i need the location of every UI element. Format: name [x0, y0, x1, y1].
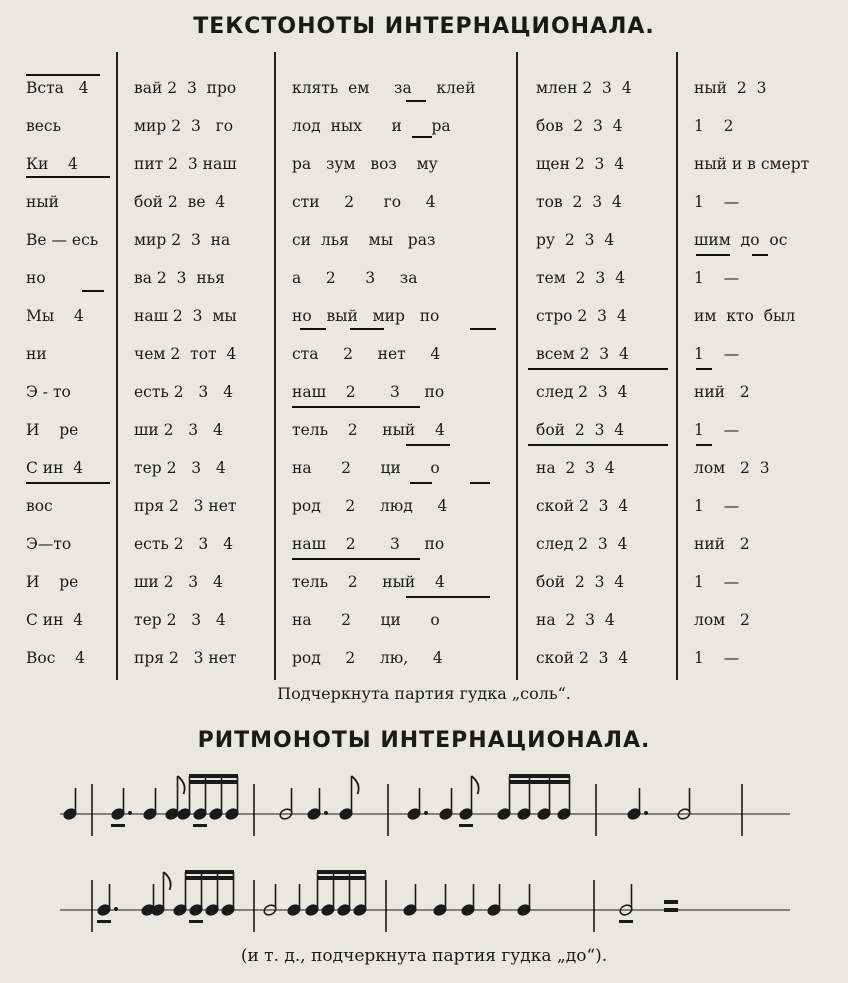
table-cell: мир 2 3 го — [134, 117, 234, 135]
note-dot — [424, 811, 428, 815]
table-cell: 1 — — [694, 649, 740, 667]
underline-mark — [619, 920, 633, 923]
note-dot — [114, 907, 118, 911]
underline-mark — [696, 368, 712, 370]
note-flag — [352, 776, 359, 794]
table-cell: ний 2 — [694, 383, 750, 401]
table-cell: млен 2 3 4 — [536, 79, 632, 97]
note-beam — [317, 876, 366, 880]
table-cell: клять ем за клей — [292, 79, 476, 97]
table-cell: И ре — [26, 421, 79, 439]
table-cell: есть 2 3 4 — [134, 535, 233, 553]
column-divider — [116, 52, 118, 680]
table-cell: вай 2 3 про — [134, 79, 237, 97]
note-beam — [509, 774, 570, 778]
underline-mark — [189, 920, 203, 923]
table-cell: Ки 4 — [26, 155, 78, 173]
table-cell: всем 2 3 4 — [536, 345, 629, 363]
table-cell: чем 2 тот 4 — [134, 345, 237, 363]
table-cell: 1 — — [694, 269, 740, 287]
table-cell: 1 — — [694, 421, 740, 439]
table-cell: на 2 3 4 — [536, 459, 615, 477]
table-cell: сти 2 го 4 — [292, 193, 436, 211]
table-cell: ста 2 нет 4 — [292, 345, 441, 363]
underline-mark — [300, 328, 326, 330]
page-title: ТЕКСТОНОТЫ ИНТЕРНАЦИОНАЛА. — [193, 14, 655, 39]
table-cell: лом 2 — [694, 611, 750, 629]
table-cell: мир 2 3 на — [134, 231, 231, 249]
underline-mark — [82, 290, 104, 292]
table-cell: след 2 3 4 — [536, 383, 628, 401]
underline-mark — [406, 596, 490, 598]
table-cell: ный — [26, 193, 59, 211]
table-cell: тем 2 3 4 — [536, 269, 625, 287]
note-dot — [324, 811, 328, 815]
caption-sol: Подчеркнута партия гудка „соль“. — [277, 684, 571, 703]
underline-mark — [528, 368, 668, 370]
column-divider — [676, 52, 678, 680]
table-cell: а 2 3 за — [292, 269, 418, 287]
table-cell: лом 2 3 — [694, 459, 770, 477]
table-cell: наш 2 3 по — [292, 535, 445, 553]
underline-mark — [412, 136, 432, 138]
underline-mark — [97, 920, 111, 923]
table-cell: 1 — — [694, 497, 740, 515]
table-cell: бов 2 3 4 — [536, 117, 623, 135]
underline-mark — [193, 824, 207, 827]
table-cell: пря 2 3 нет — [134, 497, 237, 515]
table-cell: ва 2 3 нья — [134, 269, 225, 287]
table-cell: бой 2 3 4 — [536, 573, 625, 591]
note-beam — [317, 870, 366, 874]
table-cell: 1 — — [694, 345, 740, 363]
caption-do: (и т. д., подчеркнута партия гудка „до“). — [240, 946, 608, 966]
table-cell: ни — [26, 345, 47, 363]
table-cell: ра зум воз му — [292, 155, 438, 173]
table-cell: тов 2 3 4 — [536, 193, 622, 211]
table-cell: весь — [26, 117, 62, 135]
underline-mark — [459, 824, 473, 827]
table-cell: шим до ос — [694, 231, 788, 249]
table-cell: тель 2 ный 4 — [292, 421, 445, 439]
note-beam — [189, 780, 238, 784]
underline-mark — [696, 444, 712, 446]
table-cell: род 2 люд 4 — [292, 497, 448, 515]
table-cell: ний 2 — [694, 535, 750, 553]
underline-mark — [410, 482, 432, 484]
table-cell: след 2 3 4 — [536, 535, 628, 553]
table-cell: род 2 лю, 4 — [292, 649, 443, 667]
rhythm-notation — [0, 760, 848, 950]
table-cell: но вый мир по — [292, 307, 440, 325]
table-cell: есть 2 3 4 — [134, 383, 233, 401]
table-cell: И ре — [26, 573, 79, 591]
table-cell: но — [26, 269, 46, 287]
table-cell: щен 2 3 4 — [536, 155, 625, 173]
column-divider — [516, 52, 518, 680]
table-cell: на 2 3 4 — [536, 611, 615, 629]
table-cell: 1 — — [694, 193, 740, 211]
underline-mark — [406, 444, 450, 446]
note-dot — [644, 811, 648, 815]
note-dot — [128, 811, 132, 815]
underline-mark — [470, 482, 490, 484]
table-cell: Вос 4 — [26, 649, 85, 667]
underline-mark — [26, 74, 100, 76]
table-cell: Э—то — [26, 535, 72, 553]
table-cell: на 2 ци о — [292, 459, 440, 477]
table-cell: ши 2 3 4 — [134, 421, 223, 439]
note-beam — [185, 876, 234, 880]
column-divider — [274, 52, 276, 680]
table-cell: ской 2 3 4 — [536, 497, 629, 515]
table-cell: Ве — есь — [26, 231, 99, 249]
table-cell: наш 2 3 мы — [134, 307, 237, 325]
note-beam — [509, 780, 570, 784]
table-cell: тель 2 ный 4 — [292, 573, 445, 591]
table-cell: ный и в смерт — [694, 155, 810, 173]
table-cell: си лья мы раз — [292, 231, 436, 249]
rest-mark — [664, 900, 678, 904]
table-cell: пря 2 3 нет — [134, 649, 237, 667]
underline-mark — [470, 328, 496, 330]
table-cell: 1 2 — [694, 117, 734, 135]
table-cell: тер 2 3 4 — [134, 459, 226, 477]
table-cell: бой 2 3 4 — [536, 421, 625, 439]
note-beam — [185, 870, 234, 874]
underline-mark — [111, 824, 125, 827]
table-cell: пит 2 3 наш — [134, 155, 237, 173]
table-cell: лод ных и ра — [292, 117, 451, 135]
note-flag — [178, 776, 185, 794]
table-cell: им кто был — [694, 307, 796, 325]
underline-mark — [350, 328, 384, 330]
rest-mark — [664, 908, 678, 912]
underline-mark — [406, 100, 426, 102]
table-cell: С ин 4 — [26, 459, 84, 477]
underline-mark — [696, 254, 730, 256]
section-title-rhythm: РИТМОНОТЫ ИНТЕРНАЦИОНАЛА. — [197, 728, 651, 753]
note-beam — [189, 774, 238, 778]
table-cell: ный 2 3 — [694, 79, 767, 97]
table-cell: тер 2 3 4 — [134, 611, 226, 629]
table-cell: Мы 4 — [26, 307, 84, 325]
table-cell: Э - то — [26, 383, 71, 401]
note-flag — [472, 776, 479, 794]
table-cell: на 2 ци о — [292, 611, 440, 629]
underline-mark — [292, 558, 420, 560]
underline-mark — [528, 444, 668, 446]
table-cell: С ин 4 — [26, 611, 84, 629]
table-cell: Вста 4 — [26, 79, 89, 97]
underline-mark — [292, 406, 420, 408]
table-cell: стро 2 3 4 — [536, 307, 627, 325]
underline-mark — [752, 254, 768, 256]
table-cell: наш 2 3 по — [292, 383, 445, 401]
table-cell: 1 — — [694, 573, 740, 591]
table-cell: ру 2 3 4 — [536, 231, 615, 249]
underline-mark — [26, 176, 110, 178]
table-cell: ской 2 3 4 — [536, 649, 629, 667]
table-cell: бой 2 ве 4 — [134, 193, 226, 211]
underline-mark — [26, 482, 110, 484]
table-cell: ши 2 3 4 — [134, 573, 223, 591]
note-flag — [164, 872, 171, 890]
table-cell: вос — [26, 497, 53, 515]
